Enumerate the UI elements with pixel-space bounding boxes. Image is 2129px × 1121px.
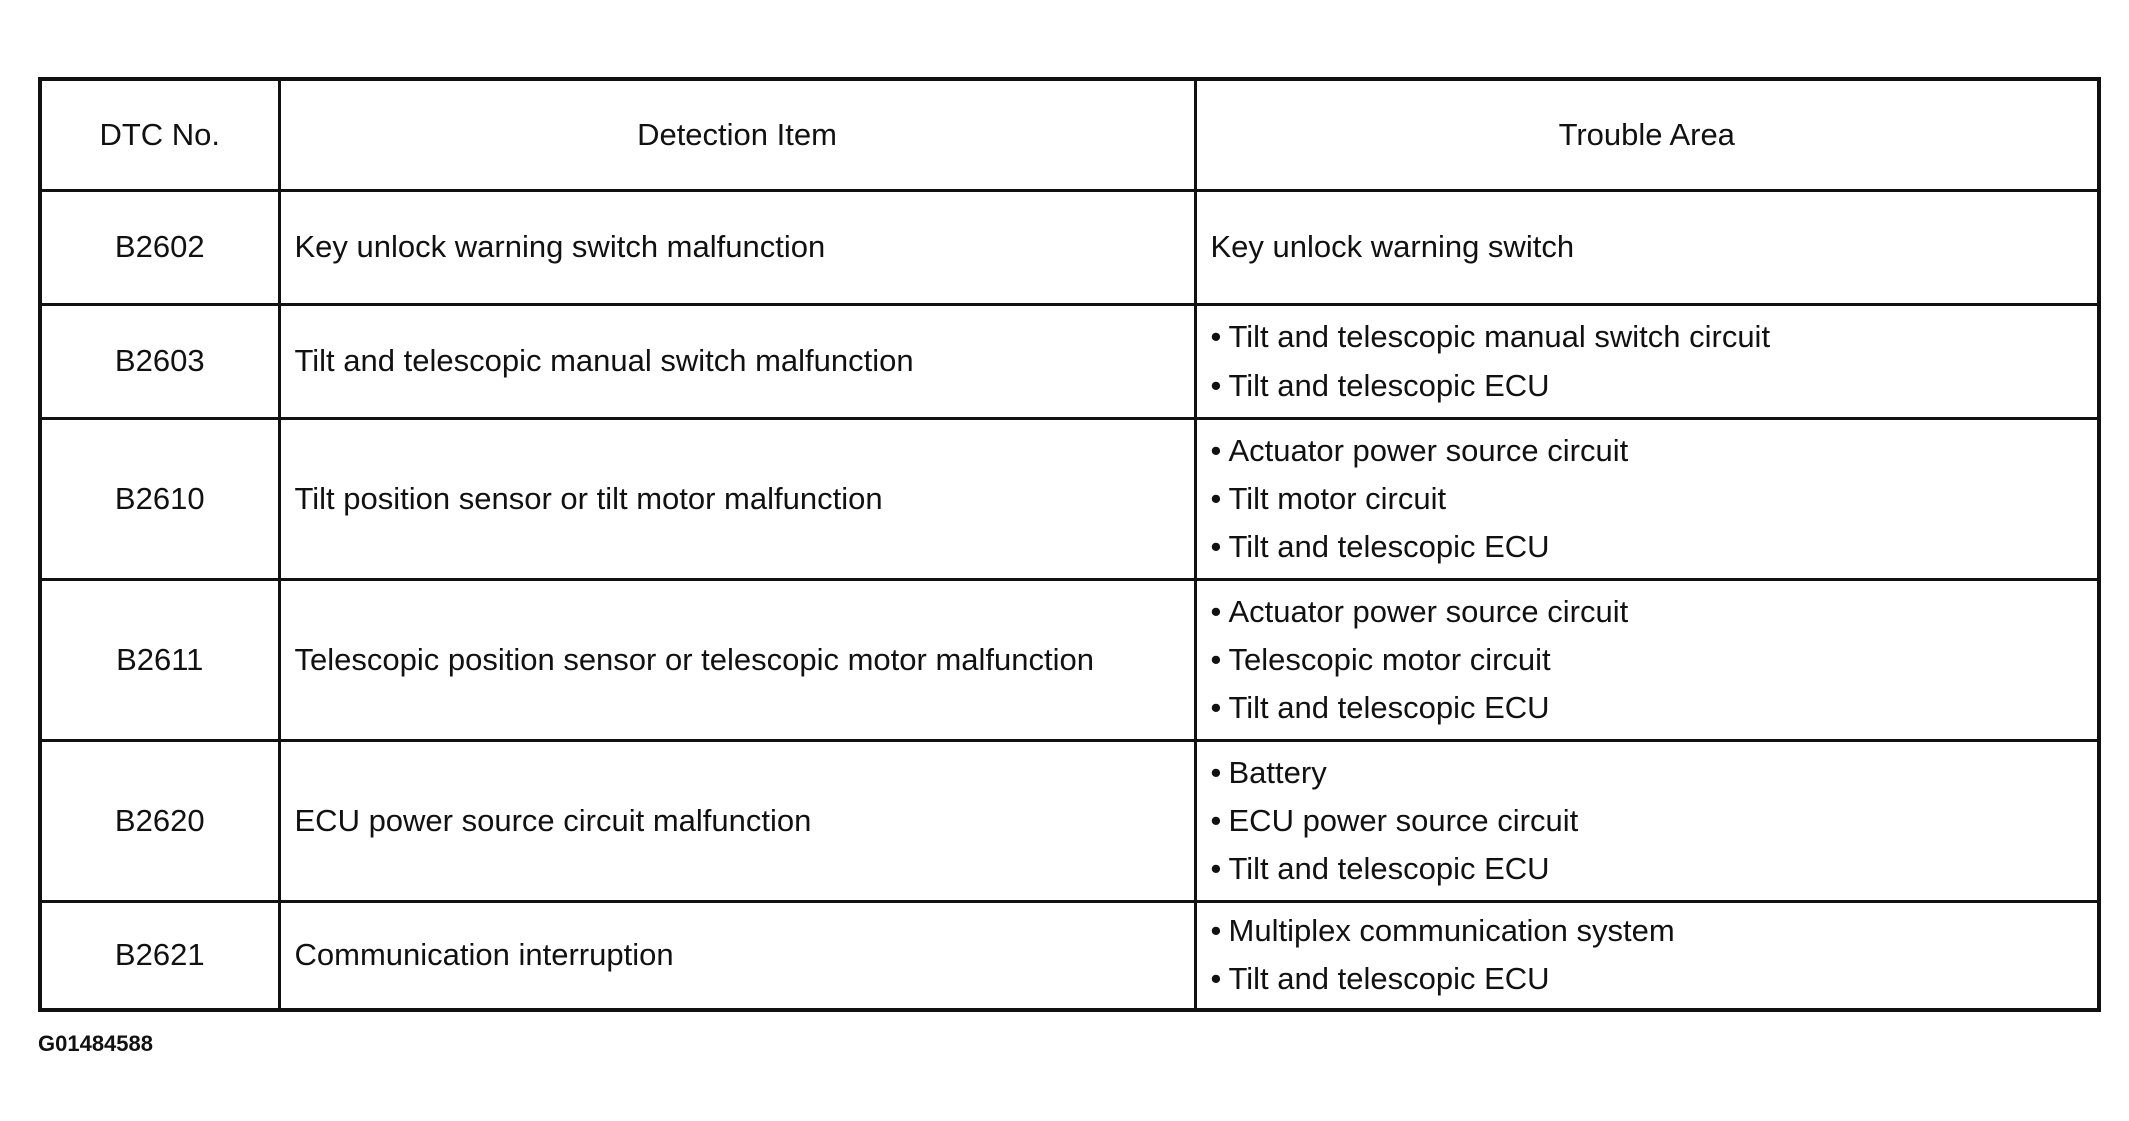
trouble-area-item: • Tilt motor circuit	[1211, 475, 2097, 523]
trouble-area-item: Key unlock warning switch	[1210, 229, 1575, 265]
dtc-code: B2610	[40, 419, 279, 580]
trouble-area	[1195, 305, 2099, 419]
bullet-icon: •	[1210, 593, 1222, 629]
dtc-code: B2603	[40, 305, 279, 419]
table-row	[40, 902, 2099, 1010]
bullet-icon: •	[1210, 851, 1222, 887]
header-detection-item: Detection Item	[279, 79, 1195, 191]
trouble-area-item: • Actuator power source circuit	[1211, 588, 2097, 636]
detection-item: Tilt position sensor or tilt motor malfunction	[279, 419, 1195, 580]
header-trouble-area: Trouble Area	[1195, 79, 2099, 191]
bullet-icon: •	[1210, 961, 1222, 997]
table-row	[40, 191, 2099, 305]
trouble-area-item: • Actuator power source circuit	[1211, 427, 2097, 475]
trouble-area-item: • Telescopic motor circuit	[1211, 636, 2097, 684]
table-row	[40, 580, 2099, 741]
bullet-icon: •	[1210, 754, 1222, 790]
table-row	[40, 305, 2099, 419]
bullet-icon: •	[1210, 319, 1222, 355]
trouble-area	[1195, 741, 2099, 902]
dtc-code: B2611	[40, 580, 279, 741]
trouble-area-item: • ECU power source circuit	[1211, 797, 2097, 845]
trouble-area	[1195, 902, 2099, 1010]
dtc-code: B2602	[40, 191, 279, 305]
table-row	[40, 741, 2099, 902]
dtc-table	[38, 77, 2101, 1012]
trouble-area-item: • Multiplex communication system	[1211, 907, 2097, 955]
table-header-row	[40, 79, 2099, 191]
detection-item: Telescopic position sensor or telescopic motor malfunction	[279, 580, 1195, 741]
trouble-area	[1195, 580, 2099, 741]
table-row	[40, 419, 2099, 580]
detection-item: Communication interruption	[279, 902, 1195, 1010]
trouble-area-item: • Tilt and telescopic ECU	[1211, 523, 2097, 571]
bullet-icon: •	[1210, 641, 1222, 677]
trouble-area-item: • Tilt and telescopic ECU	[1211, 845, 2097, 893]
dtc-code: B2621	[40, 902, 279, 1010]
trouble-area	[1195, 191, 2099, 305]
bullet-icon: •	[1210, 367, 1222, 403]
detection-item: Tilt and telescopic manual switch malfunction	[279, 305, 1195, 419]
bullet-icon: •	[1210, 690, 1222, 726]
figure-id: G01484588	[38, 1031, 153, 1056]
bullet-icon: •	[1210, 802, 1222, 838]
trouble-area-item: • Tilt and telescopic ECU	[1211, 362, 2097, 410]
bullet-icon: •	[1210, 432, 1222, 468]
trouble-area-item: • Tilt and telescopic ECU	[1211, 684, 2097, 732]
dtc-code: B2620	[40, 741, 279, 902]
detection-item: ECU power source circuit malfunction	[279, 741, 1195, 902]
trouble-area-item: • Tilt and telescopic manual switch circuit	[1211, 313, 2097, 361]
bullet-icon: •	[1210, 913, 1222, 949]
trouble-area-item: • Tilt and telescopic ECU	[1211, 955, 2097, 1003]
header-dtc-no: DTC No.	[40, 79, 279, 191]
trouble-area	[1195, 419, 2099, 580]
trouble-area-item: • Battery	[1211, 749, 2097, 797]
detection-item: Key unlock warning switch malfunction	[279, 191, 1195, 305]
bullet-icon: •	[1210, 529, 1222, 565]
bullet-icon: •	[1210, 480, 1222, 516]
